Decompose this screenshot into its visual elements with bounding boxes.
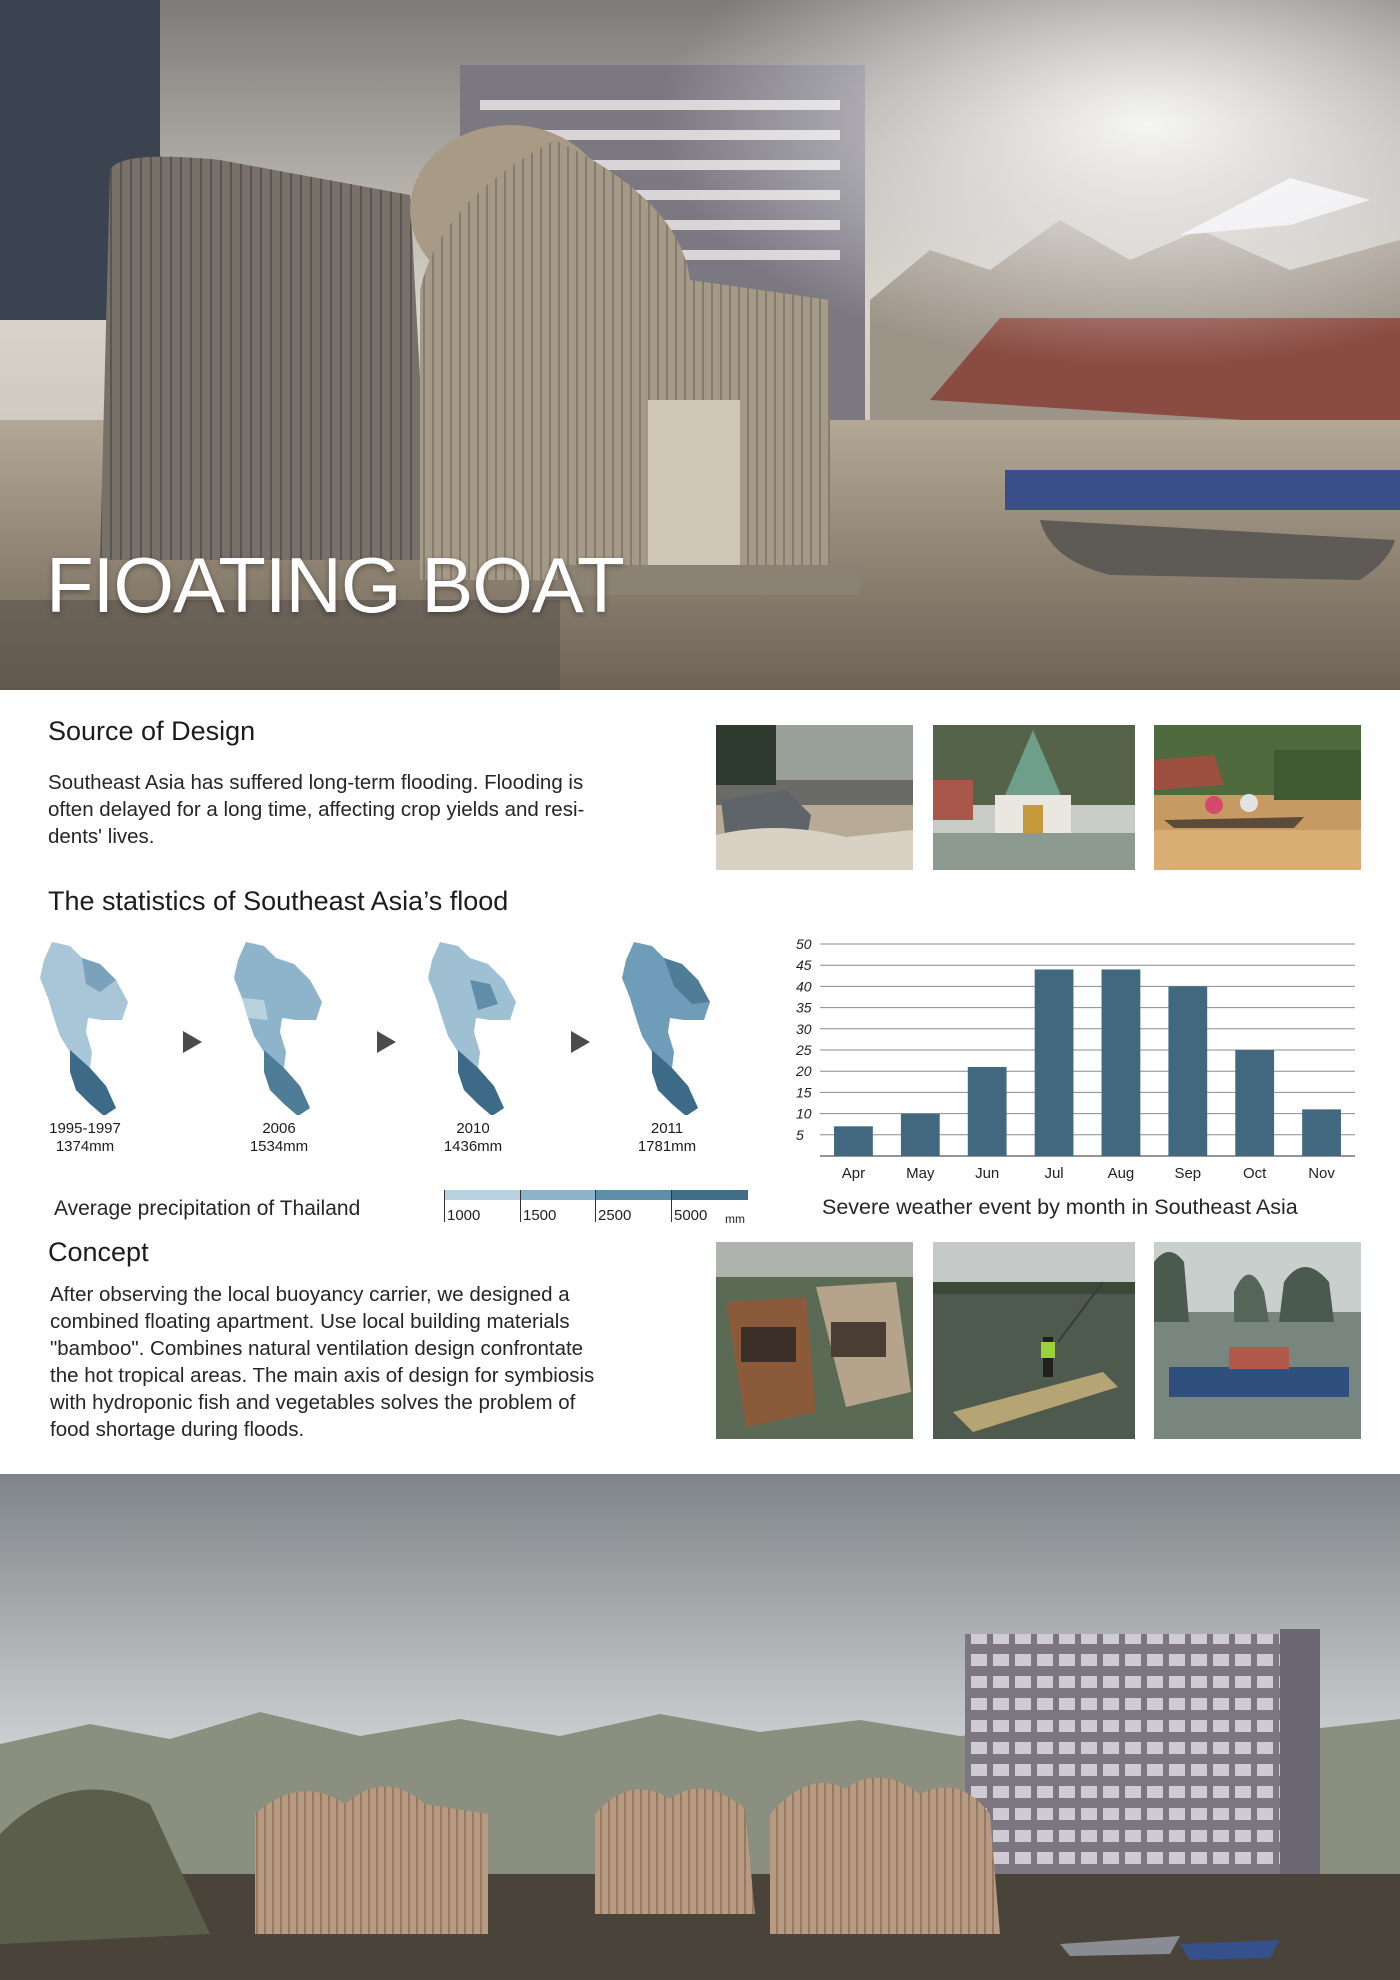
legend-tick (444, 1190, 445, 1222)
map-2011 (612, 940, 722, 1156)
x-tick-label: Apr (841, 1165, 866, 1182)
x-tick-label: Aug (1107, 1165, 1135, 1182)
hero-render (0, 0, 1400, 690)
map-year: 1995-1997 (49, 1120, 121, 1137)
legend-label: 5000 (674, 1207, 708, 1224)
map-year: 2011 (650, 1120, 684, 1137)
map-year: 2010 (456, 1120, 490, 1137)
chart-bar-aug (1102, 969, 1141, 1156)
legend-swatch (520, 1190, 595, 1200)
bamboo-raft-icon (933, 1242, 1135, 1439)
floating-village-icon (1154, 1242, 1361, 1439)
legend-label: 1000 (447, 1207, 481, 1224)
arrow-right-icon (377, 1031, 396, 1053)
map-caption-title: Average precipitation of Thailand (54, 1197, 361, 1220)
y-tick-label: 45 (796, 957, 812, 974)
weather-events-bar-chart (780, 930, 1360, 1190)
floating-village-photo (1154, 1242, 1361, 1439)
concept-line: food shortage during floods. (50, 1418, 305, 1441)
chart-bar-sep (1168, 986, 1207, 1156)
concept-line: After observing the local buoyancy carrier, we designed a (50, 1283, 570, 1306)
flooded-street-photo (716, 725, 913, 870)
source-paragraph (48, 769, 688, 850)
map-year: 2006 (262, 1120, 296, 1137)
y-tick-label: 25 (796, 1042, 812, 1058)
x-tick-label: Jul (1044, 1165, 1064, 1182)
map-amount: 1534mm (249, 1138, 309, 1155)
legend-label: 2500 (598, 1207, 632, 1224)
chart-bar-may (901, 1114, 940, 1156)
concept-line: with hydroponic fish and vegetables solves the problem of (50, 1391, 576, 1414)
x-tick-label: Jun (975, 1165, 1000, 1182)
floating-village-render-icon (0, 1474, 1400, 1980)
y-tick-label: 20 (796, 1063, 812, 1080)
x-tick-label: Sep (1174, 1165, 1202, 1182)
concept-line: the hot tropical areas. The main axis of design for symbiosis (50, 1364, 595, 1387)
legend-swatch (444, 1190, 520, 1200)
x-tick-label: May (906, 1165, 935, 1182)
y-tick-label: 5 (796, 1126, 804, 1143)
y-tick-label: 30 (796, 1020, 812, 1037)
houseboats-icon (716, 1242, 913, 1439)
page-title: FIOATING BOAT (46, 541, 624, 629)
chart-bar-apr (834, 1126, 873, 1156)
thailand-map-icon (612, 940, 722, 1115)
map-2006 (224, 940, 334, 1156)
map-amount: 1436mm (443, 1138, 503, 1155)
source-heading: Source of Design (48, 716, 256, 746)
concept-heading: Concept (48, 1237, 149, 1267)
source-line: dents' lives. (48, 825, 155, 848)
bamboo-raft-photo (933, 1242, 1135, 1439)
legend-swatch (671, 1190, 748, 1200)
legend-unit: mm (725, 1212, 745, 1226)
arrow-right-icon (183, 1031, 202, 1053)
chart-title: Severe weather event by month in Southeast Asia (822, 1195, 1298, 1219)
flooded-temple-icon (933, 725, 1135, 870)
legend-label: 1500 (523, 1207, 557, 1224)
legend-tick (595, 1190, 596, 1222)
houseboats-photo (716, 1242, 913, 1439)
chart-bar-oct (1235, 1050, 1274, 1156)
y-tick-label: 15 (796, 1084, 812, 1101)
map-amount: 1374mm (55, 1138, 115, 1155)
flooded-temple-photo (933, 725, 1135, 870)
y-tick-label: 50 (796, 936, 812, 952)
flood-rowboat-photo (1154, 725, 1361, 870)
source-line: often delayed for a long time, affecting crop yields and resi- (48, 798, 585, 821)
source-line: Southeast Asia has suffered long-term flooding. Flooding is (48, 771, 584, 794)
arrow-right-icon (571, 1031, 590, 1053)
x-tick-label: Nov (1308, 1165, 1335, 1182)
legend-tick (520, 1190, 521, 1222)
chart-bar-jul (1035, 969, 1074, 1156)
y-tick-label: 10 (796, 1105, 812, 1122)
x-tick-label: Oct (1243, 1165, 1267, 1182)
thailand-map-icon (30, 940, 140, 1115)
y-tick-label: 40 (796, 978, 812, 995)
flooded-street-icon (716, 725, 913, 870)
thailand-map-icon (418, 940, 528, 1115)
footer-render (0, 1474, 1400, 1980)
concept-paragraph (50, 1281, 700, 1443)
thailand-map-icon (224, 940, 334, 1115)
chart-bar-nov (1302, 1109, 1341, 1156)
chart-bar-jun (968, 1067, 1007, 1156)
flood-rowboat-icon (1154, 725, 1361, 870)
concept-line: combined floating apartment. Use local building materials (50, 1310, 570, 1333)
map-1995 (30, 940, 140, 1156)
statistics-heading: The statistics of Southeast Asia’s flood (48, 886, 509, 916)
y-tick-label: 35 (796, 999, 812, 1016)
map-2010 (418, 940, 528, 1156)
map-amount: 1781mm (637, 1138, 697, 1155)
legend-tick (671, 1190, 672, 1222)
concept-line: "bamboo". Combines natural ventilation design confrontate (50, 1337, 584, 1360)
legend-swatch (595, 1190, 671, 1200)
